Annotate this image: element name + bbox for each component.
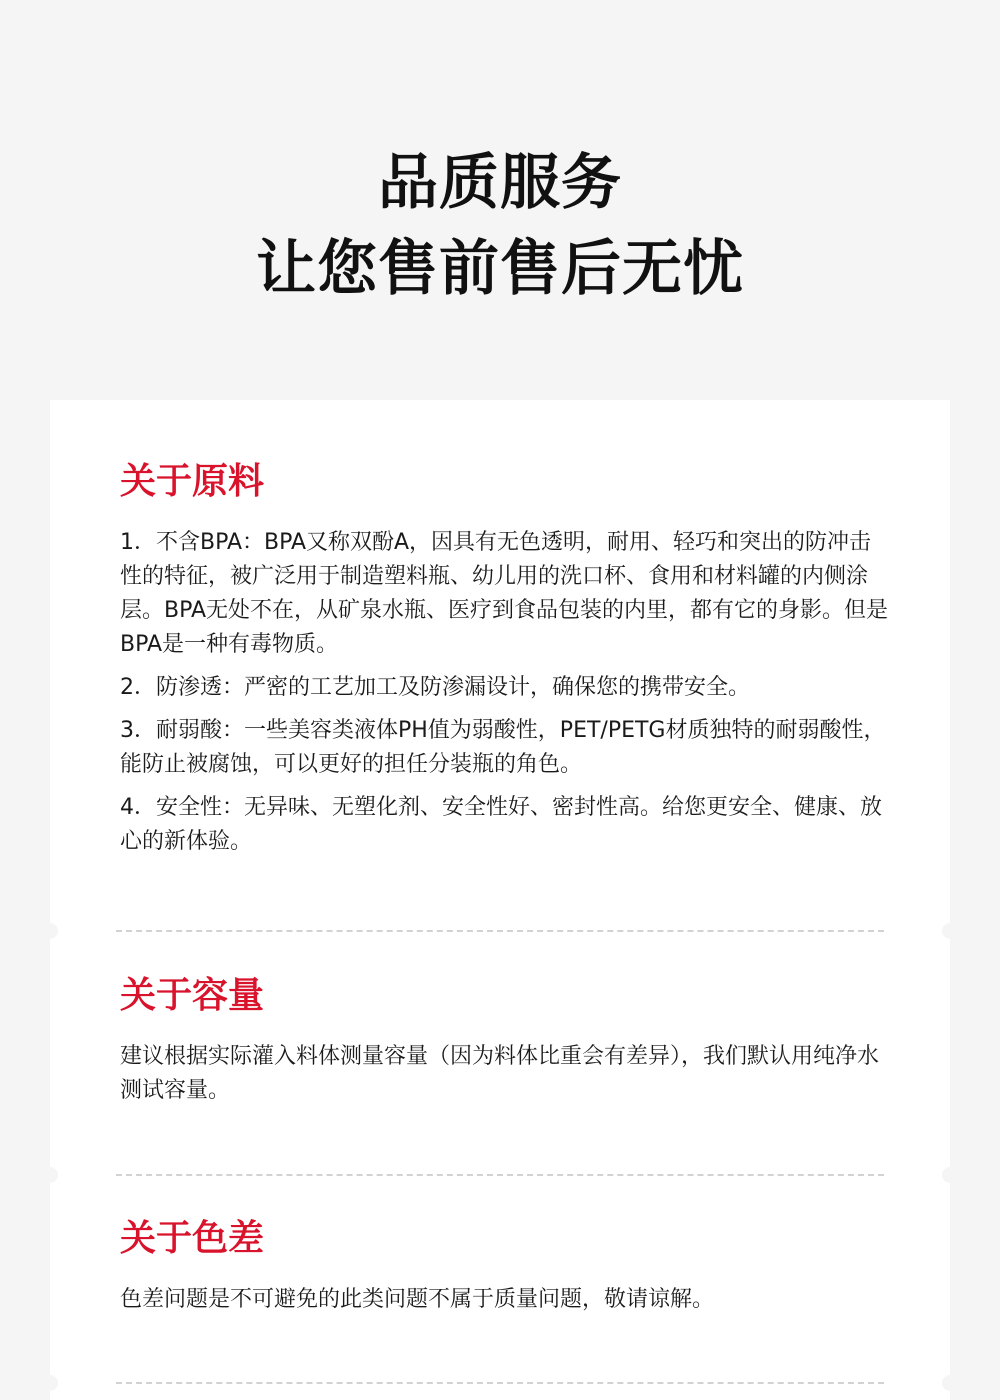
ticket-notch-right [942, 1167, 950, 1183]
raw-materials-point-4: 4．安全性：无异味、无塑化剂、安全性好、密封性高。给您更安全、健康、放心的新体验。 [120, 795, 882, 854]
raw-materials-point-2: 2．防渗透：严密的工艺加工及防渗漏设计，确保您的携带安全。 [120, 675, 750, 700]
section-capacity [120, 974, 888, 1117]
info-card [50, 400, 950, 1400]
hero-subtitle: 让您售前售后无忧 [256, 234, 744, 304]
section-title-raw-materials: 关于原料 [120, 461, 265, 502]
ticket-notch-left [50, 1167, 58, 1183]
raw-materials-point-1: 1．不含BPA：BPA又称双酚A，因具有无色透明，耐用、轻巧和突出的防冲击性的特征，被广泛用于制造塑料瓶、幼儿用的洗口杯、食用和材料罐的内侧涂层。BPA无处不在，从矿泉水瓶、医疗到食品包装的内里，都有它的身影。但是BPA是一种有毒物质。 [120, 530, 889, 657]
section-divider [116, 930, 884, 932]
section-divider [116, 1382, 884, 1384]
section-raw-materials [120, 460, 888, 868]
ticket-notch-right [942, 1375, 950, 1391]
hero-heading [0, 140, 1000, 312]
section-title-capacity: 关于容量 [120, 975, 265, 1016]
section-color-difference [120, 1217, 888, 1326]
ticket-notch-left [50, 1375, 58, 1391]
ticket-notch-right [942, 923, 950, 939]
ticket-notch-left [50, 923, 58, 939]
color-difference-text: 色差问题是不可避免的此类问题不属于质量问题，敬请谅解。 [120, 1287, 715, 1312]
raw-materials-point-3: 3．耐弱酸：一些美容类液体PH值为弱酸性，PET/PETG材质独特的耐弱酸性，能防止被腐蚀，可以更好的担任分装瓶的角色。 [120, 718, 886, 777]
section-divider [116, 1174, 884, 1176]
hero-title: 品质服务 [378, 148, 622, 218]
section-title-color-difference: 关于色差 [120, 1218, 265, 1259]
capacity-text: 建议根据实际灌入料体测量容量（因为料体比重会有差异），我们默认用纯净水测试容量。 [120, 1044, 880, 1103]
